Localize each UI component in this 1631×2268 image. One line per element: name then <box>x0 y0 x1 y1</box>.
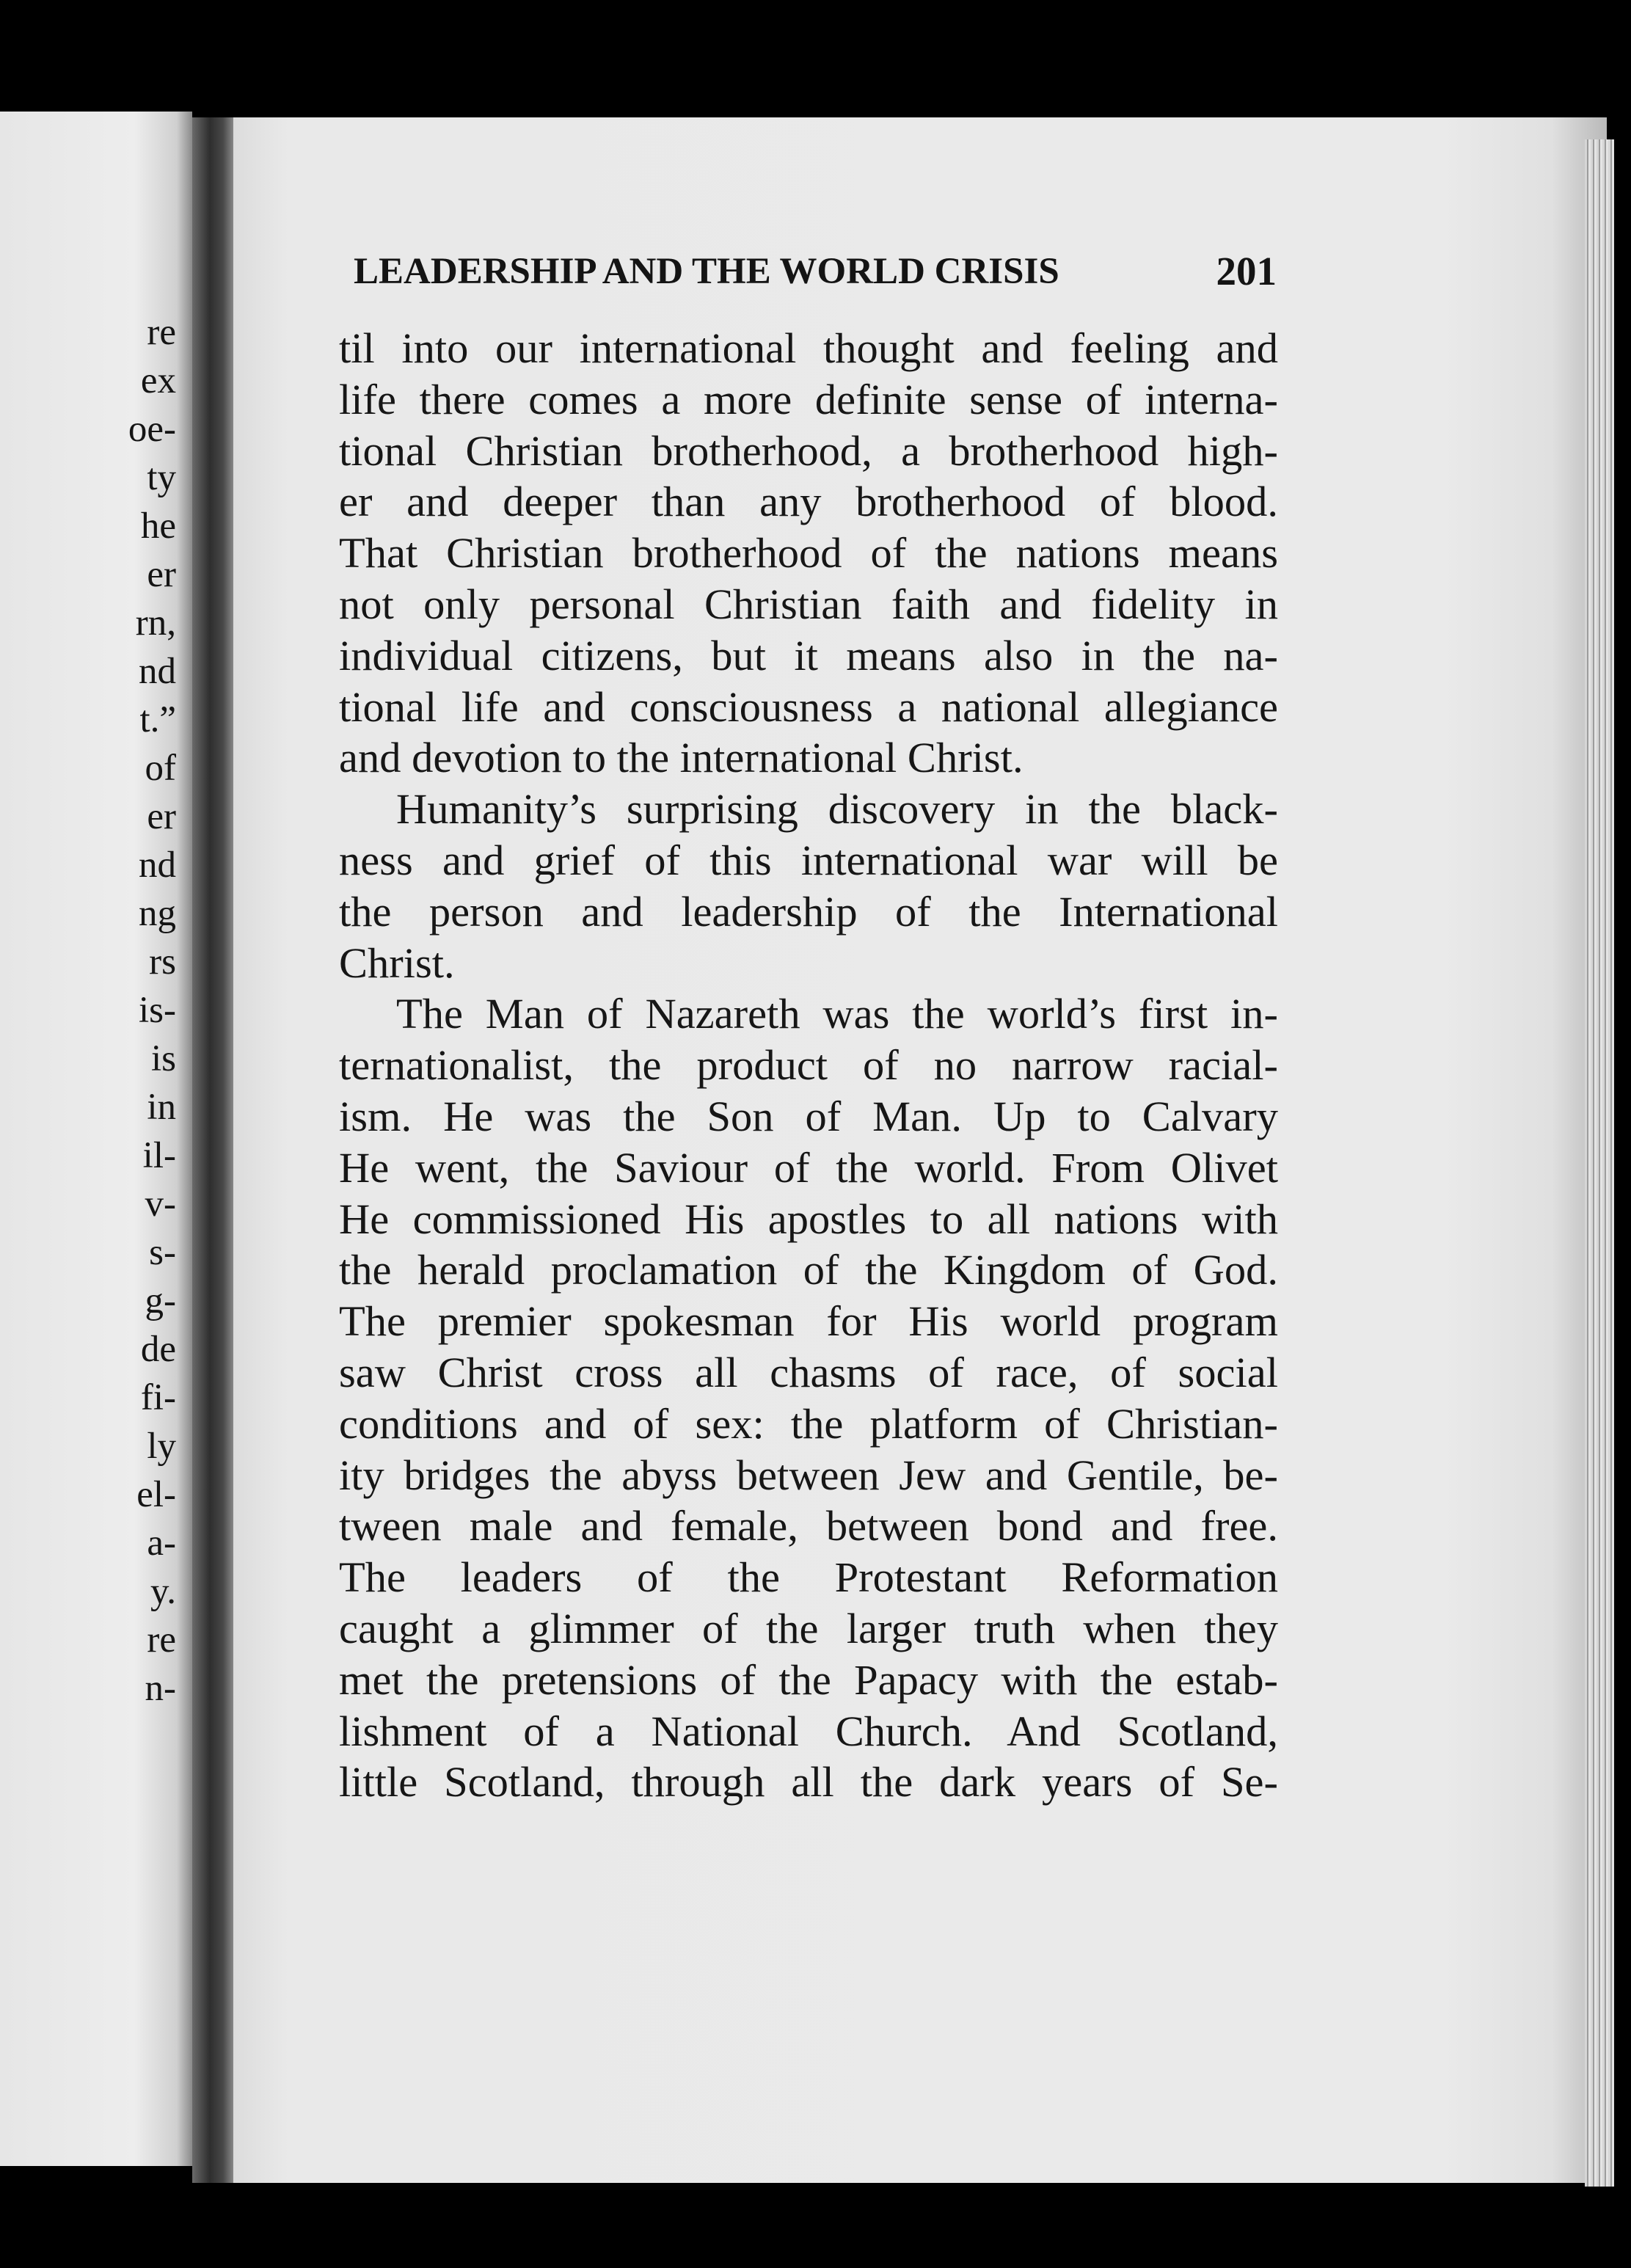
text-line: the person and leadership of the International <box>339 887 1278 936</box>
text-line: That Christian brotherhood of the nations means <box>339 529 1278 577</box>
text-line: ity bridges the abyss between Jew and Gentile, be- <box>339 1451 1278 1499</box>
text-line: er and deeper than any brotherhood of blood. <box>339 478 1278 526</box>
left-page-line: re <box>147 1619 176 1660</box>
text-line: tween male and female, between bond and free. <box>339 1502 1278 1550</box>
running-head: LEADERSHIP AND THE WORLD CRISIS <box>354 251 1059 292</box>
text-line: not only personal Christian faith and fidelity in <box>339 580 1278 628</box>
text-line: tional life and consciousness a national allegiance <box>339 682 1278 731</box>
left-page-line: el- <box>136 1474 176 1515</box>
left-page-line: he <box>140 506 176 547</box>
left-page-line: ly <box>147 1426 176 1467</box>
text-line: He commissioned His apostles to all nations with <box>339 1195 1278 1243</box>
text-line: He went, the Saviour of the world. From Olivet <box>339 1143 1278 1192</box>
left-page-line: s- <box>149 1232 176 1273</box>
text-line: the herald proclamation of the Kingdom of God. <box>339 1246 1278 1294</box>
left-page-line: ty <box>147 457 176 498</box>
body-text <box>339 323 1278 1808</box>
text-line: The leaders of the Protestant Reformation <box>339 1553 1278 1602</box>
left-page-line: ex <box>140 360 176 401</box>
left-page-line: rn, <box>135 602 176 643</box>
text-line: and devotion to the international Christ. <box>339 734 1024 782</box>
left-page-line: t.” <box>139 699 176 740</box>
text-line: individual citizens, but it means also in the na- <box>339 631 1278 679</box>
left-page <box>0 112 192 2166</box>
left-page-line: g- <box>145 1280 176 1321</box>
text-line: The Man of Nazareth was the world’s first in- <box>396 990 1278 1038</box>
text-line: saw Christ cross all chasms of race, of social <box>339 1348 1278 1396</box>
text-line: lishment of a National Church. And Scotland, <box>339 1707 1278 1755</box>
left-page-line: a- <box>147 1523 176 1564</box>
text-line: Humanity’s surprising discovery in the black- <box>396 785 1278 834</box>
left-page-line: n- <box>145 1668 176 1709</box>
text-line: met the pretensions of the Papacy with the estab- <box>339 1655 1278 1704</box>
text-line: ness and grief of this international war will be <box>339 836 1278 884</box>
left-page-line: nd <box>139 845 176 886</box>
left-page-line: is <box>150 1038 176 1079</box>
page-number: 201 <box>1216 249 1277 293</box>
text-line: life there comes a more definite sense of interna- <box>339 375 1278 423</box>
text-line: The premier spokesman for His world program <box>339 1297 1278 1346</box>
left-page-line: v- <box>145 1184 176 1225</box>
left-page-line: er <box>147 796 176 837</box>
left-page-line: re <box>147 312 176 353</box>
text-line: ism. He was the Son of Man. Up to Calvary <box>339 1092 1278 1140</box>
page-edges <box>1585 139 1614 2187</box>
left-page-line: il- <box>142 1135 176 1176</box>
book-gutter <box>192 117 236 2183</box>
text-line: little Scotland, through all the dark years of Se- <box>339 1758 1278 1806</box>
left-page-line: rs <box>149 941 176 982</box>
left-page-line: y. <box>150 1571 176 1612</box>
text-line: tional Christian brotherhood, a brotherhood high- <box>339 426 1278 475</box>
left-page-line: is- <box>139 990 176 1031</box>
left-page-line: de <box>140 1329 176 1370</box>
left-page-line: fi- <box>140 1377 176 1418</box>
left-page-line: nd <box>139 651 176 692</box>
left-page-line: in <box>147 1087 176 1128</box>
text-line: conditions and of sex: the platform of Christian- <box>339 1399 1278 1448</box>
left-page-line: er <box>147 554 176 595</box>
text-line: ternationalist, the product of no narrow racial- <box>339 1041 1278 1090</box>
left-page-line: oe- <box>128 409 176 450</box>
text-line: caught a glimmer of the larger truth when they <box>339 1604 1278 1652</box>
text-line: til into our international thought and feeling and <box>339 324 1278 372</box>
text-line: Christ. <box>339 938 455 987</box>
left-page-line: ng <box>139 893 176 934</box>
left-page-line: of <box>145 748 176 789</box>
